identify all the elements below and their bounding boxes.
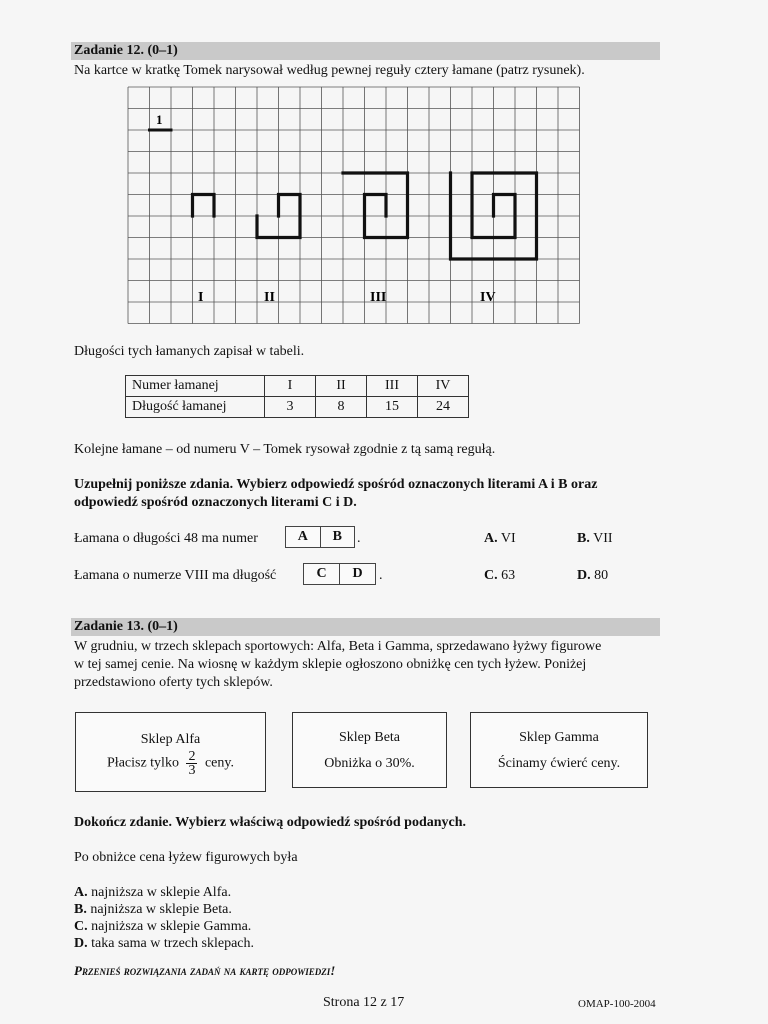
option-D[interactable]: D. 80 <box>577 568 609 583</box>
shop-offer: Ścinamy ćwierć ceny. <box>497 756 621 771</box>
table-intro: Długości tych łamanych zapisał w tabeli. <box>74 344 305 359</box>
shop-name: Sklep Alfa <box>140 732 201 747</box>
sentence1: Łamana o długości 48 ma numer <box>74 531 258 546</box>
instruction-line2: odpowiedź spośród oznaczonych literami C i D. <box>74 495 357 510</box>
task13-stem: Po obniżce cena łyżew figurowych była <box>74 850 298 865</box>
table-cell: IV <box>418 376 469 397</box>
table-cell: 3 <box>265 397 316 418</box>
figure-label-I: I <box>198 290 204 305</box>
table-cell: I <box>265 376 316 397</box>
page-number: Strona 12 z 17 <box>323 995 405 1010</box>
table-cell: 15 <box>367 397 418 418</box>
task12-intro: Na kartce w kratkę Tomek narysował według pewnej reguły cztery łamane (patrz rysunek). <box>74 63 585 78</box>
answer-box-ab[interactable] <box>285 526 355 548</box>
answer-C[interactable]: C. najniższa w sklepie Gamma. <box>74 919 252 934</box>
shop-name: Sklep Beta <box>338 730 401 745</box>
task13-intro-line: przedstawiono oferty tych sklepów. <box>74 675 273 690</box>
option-A[interactable]: A. VI <box>484 531 516 546</box>
task13-header: Zadanie 13. (0–1) <box>71 618 660 636</box>
answer-box-cd[interactable] <box>303 563 376 585</box>
transfer-note: Przenieś rozwiązania zadań na kartę odpowiedzi! <box>74 963 336 978</box>
shop-name: Sklep Gamma <box>519 730 599 745</box>
box-A[interactable]: A <box>286 527 321 547</box>
figure-label-IV: IV <box>480 290 496 305</box>
fraction: $\frac{2}{3}$ <box>188 749 196 778</box>
figure-label-II: II <box>264 290 275 305</box>
sentence2: Łamana o numerze VIII ma długość <box>74 568 277 583</box>
lengths-table <box>125 375 469 418</box>
answer-A[interactable]: A. najniższa w sklepie Alfa. <box>74 885 232 900</box>
table-cell: 24 <box>418 397 469 418</box>
task13-intro-line: w tej samej cenie. Na wiosnę w każdym sklepie ogłoszono obniżkę cen tych łyżew. Poniżej <box>74 657 587 672</box>
polyline-I <box>193 195 215 217</box>
table-cell: III <box>367 376 418 397</box>
answer-B[interactable]: B. najniższa w sklepie Beta. <box>74 902 232 917</box>
shop-offer: Płacisz tylko $\frac{2}{3}$ ceny. <box>107 749 234 778</box>
box-C[interactable]: C <box>304 564 340 584</box>
polyline-III <box>343 173 408 238</box>
instruction-line1: Uzupełnij poniższe zdania. Wybierz odpowiedź spośród oznaczonych literami A i B oraz <box>74 477 598 492</box>
option-B[interactable]: B. VII <box>577 531 613 546</box>
rule-text: Kolejne łamane – od numeru V – Tomek rysował zgodnie z tą samą regułą. <box>74 442 496 457</box>
shop-offer: Obniżka o 30%. <box>324 756 415 771</box>
exam-code: OMAP-100-2004 <box>578 998 656 1010</box>
shop-gamma-box <box>470 712 648 788</box>
table-cell: II <box>316 376 367 397</box>
shop-beta-box <box>292 712 447 788</box>
task13-instruction: Dokończ zdanie. Wybierz właściwą odpowiedź spośród podanych. <box>74 815 467 830</box>
option-C[interactable]: C. 63 <box>484 568 516 583</box>
shop-alfa-box <box>75 712 266 792</box>
box-D[interactable]: D <box>352 566 363 581</box>
task12-header: Zadanie 12. (0–1) <box>71 42 660 60</box>
table-cell: 8 <box>316 397 367 418</box>
grid-figure <box>120 82 592 336</box>
task13-intro-line: W grudniu, w trzech sklepach sportowych: Alfa, Beta i Gamma, sprzedawano łyżwy figurowe <box>74 639 602 654</box>
table-row2-label: Długość łamanej <box>126 397 265 418</box>
answer-D[interactable]: D. taka sama w trzech sklepach. <box>74 936 254 951</box>
table-row1-label: Numer łamanej <box>126 376 265 397</box>
period: . <box>357 531 361 546</box>
figure-label-III: III <box>370 290 387 305</box>
box-B[interactable]: B <box>332 529 342 544</box>
grid-unit-label: 1 <box>156 112 163 127</box>
period: . <box>379 568 383 583</box>
